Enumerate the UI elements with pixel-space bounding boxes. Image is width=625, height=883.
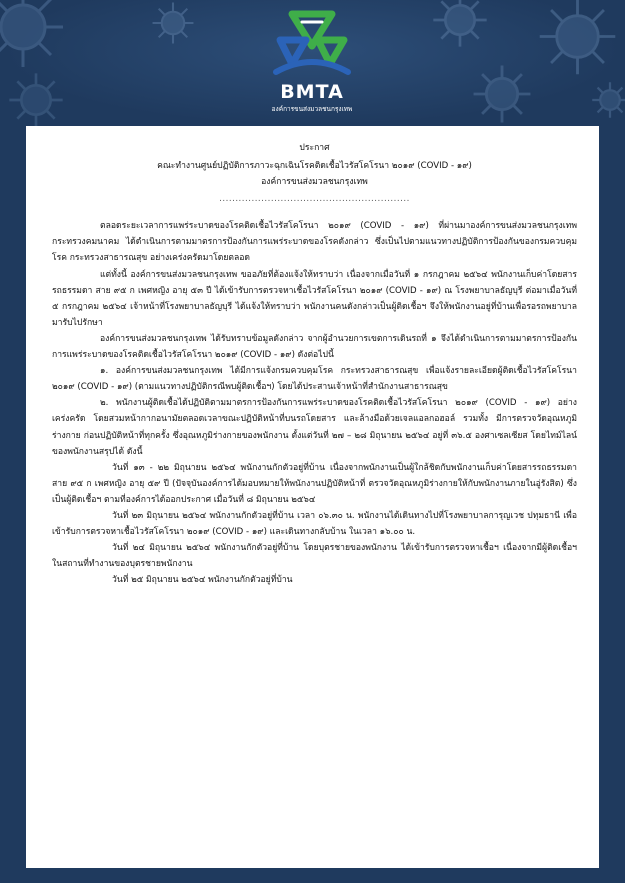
paragraph: ๑. องค์การขนส่งมวลชนกรุงเทพ ได้มีการแจ้งกรมควบคุมโรค กระทรวงสาธารณสุข เพื่อแจ้งรายละเอียดผู้ติดเชื้อไวรัสโคโรนา ๒๐๑๙ (COVID - ๑๙) (ตามแนวทางปฏิบัติกรณีพบผู้ติดเชื้อฯ) โดยได้ประสานเจ้าหน้าที่สำนักงานสาธารณสุข [52, 366, 577, 393]
virus-icon [150, 0, 196, 46]
paragraph: องค์การขนส่งมวลชนกรุงเทพ ได้รับทราบข้อมูลดังกล่าว จากผู้อำนวยการเขตการเดินรถที่ ๑ จึงได้ดำเนินการตามมาตรการป้องกันการแพร่ระบาดของโรคติดเชื้อไวรัสโคโรนา ๒๐๑๙ (COVID - ๑๙) ดังต่อไปนี้ [52, 333, 577, 361]
paragraph: ๒. พนักงานผู้ติดเชื้อได้ปฏิบัติตามมาตรการป้องกันการแพร่ระบาดของโรคติดเชื้อไวรัสโคโรนา ๒๐๑๙ (COVID - ๑๙) อย่างเคร่งครัด โดยสวมหน้ากากอนามัยตลอดเวลาขณะปฏิบัติหน้าที่บนรถโดยสาร และล้างมือด้วยเจลแอลกอฮอล์ รวมทั้ง มีการตรวจวัดอุณหภูมิร่างกาย ก่อนปฏิบัติหน้าที่ทุกครั้ง ซึ่งอุณหภูมิร่างกายของพนักงาน ตั้งแต่วันที่ ๒๗ – ๒๘ มิถุนายน ๒๕๖๔ อยู่ที่ ๓๖.๕ องศาเซลเซียส โดยไทม์ไลน์ของพนักงานสรุปได้ ดังนี้ [52, 398, 577, 457]
bmta-logo [262, 6, 362, 118]
paragraph: แต่ทั้งนี้ องค์การขนส่งมวลชนกรุงเทพ ขออภัยที่ต้องแจ้งให้ทราบว่า เนื่องจากเมื่อวันที่ ๑ กรกฎาคม ๒๕๖๔ พนักงานเก็บค่าโดยสารรถธรรมดา สาย ๙๕ ก เพศหญิง อายุ ๕๓ ปี ได้เข้ารับการตรวจหาเชื้อไวรัสโคโรนา ๒๐๑๙ (COVID - ๑๙) ณ โรงพยาบาลธัญบุรี ต่อมาเมื่อวันที่ ๕ กรกฎาคม ๒๕๖๔ เจ้าหน้าที่โรงพยาบาลธัญบุรี ได้แจ้งให้ทราบว่า พนักงานคนดังกล่าวเป็นผู้ติดเชื้อฯ จึงให้พนักงานอยู่ที่บ้านเพื่อรอรถพยาบาลมารับไปรักษา [52, 269, 577, 328]
logo-subtitle: องค์การขนส่งมวลชนกรุงเทพ [271, 105, 353, 113]
document-title: คณะทำงานศูนย์ปฏิบัติการภาวะฉุกเฉินโรคติดเชื้อไวรัสโคโรนา ๒๐๑๙ (COVID - ๑๙) [157, 161, 472, 172]
virus-icon [470, 62, 534, 126]
virus-icon [430, 0, 490, 50]
logo-wordmark: BMTA [280, 81, 344, 103]
document-organization: องค์การขนส่งมวลชนกรุงเทพ [261, 177, 368, 188]
bmta-logo-icon [262, 6, 362, 84]
announcement-document [26, 126, 599, 868]
footer-band [0, 868, 625, 883]
timeline-entry: วันที่ ๒๔ มิถุนายน ๒๕๖๔ พนักงานกักตัวอยู่ที่บ้าน โดยบุตรชายของพนักงาน ได้เข้ารับการตรวจหาเชื้อฯ เนื่องจากมีผู้ติดเชื้อฯ ในสถานที่ทำงานของบุตรชายพนักงาน [52, 543, 577, 570]
separator-line: ........................................................... [219, 194, 410, 205]
virus-icon [535, 0, 620, 79]
header-banner [0, 0, 625, 126]
virus-icon [0, 0, 68, 72]
timeline-entry: วันที่ ๑๓ - ๒๒ มิถุนายน ๒๕๖๔ พนักงานกักตัวอยู่ที่บ้าน เนื่องจากพนักงานเป็นผู้ใกล้ชิดกับพนักงานเก็บค่าโดยสารรถธรรมดา สาย ๙๕ ก เพศหญิง อายุ ๕๙ ปี (ปัจจุบันองค์การได้มอบหมายให้พนักงานปฏิบัติหน้าที่ ตรวจวัดอุณหภูมิร่างกายให้กับพนักงานภายในอู่รังสิต) ซึ่งเป็นผู้ติดเชื้อฯ ตามที่องค์การได้ออกประกาศ เมื่อวันที่ ๘ มิถุนายน ๒๕๖๔ [52, 462, 577, 505]
timeline-entry: วันที่ ๒๓ มิถุนายน ๒๕๖๔ พนักงานกักตัวอยู่ที่บ้าน เวลา ๐๖.๓๐ น. พนักงานได้เดินทางไปที่โรงพยาบาลการุญเวช ปทุมธานี เพื่อเข้ารับการตรวจหาเชื้อไวรัสโคโรนา ๒๐๑๙ (COVID - ๑๙) และเดินทางกลับบ้าน ในเวลา ๑๖.๐๐ น. [52, 510, 577, 538]
virus-icon [590, 80, 625, 120]
timeline-entry: วันที่ ๒๕ มิถุนายน ๒๕๖๔ พนักงานกักตัวอยู่ที่บ้าน [112, 575, 293, 586]
document-heading: ประกาศ [299, 143, 330, 153]
paragraph: ตลอดระยะเวลาการแพร่ระบาดของโรคติดเชื้อไวรัสโคโรนา ๒๐๑๙ (COVID - ๑๙) ที่ผ่านมาองค์การขนส่งมวลชนกรุงเทพ กระทรวงคมนาคม ได้ดำเนินการตามมาตรการป้องกันการแพร่ระบาดของโรคดังกล่าว ซึ่งเป็นไปตามแนวทางปฏิบัติการป้องกันของกรมควบคุมโรค กระทรวงสาธารณสุข อย่างเคร่งครัดมาโดยตลอด [52, 221, 577, 264]
virus-icon [6, 70, 66, 126]
